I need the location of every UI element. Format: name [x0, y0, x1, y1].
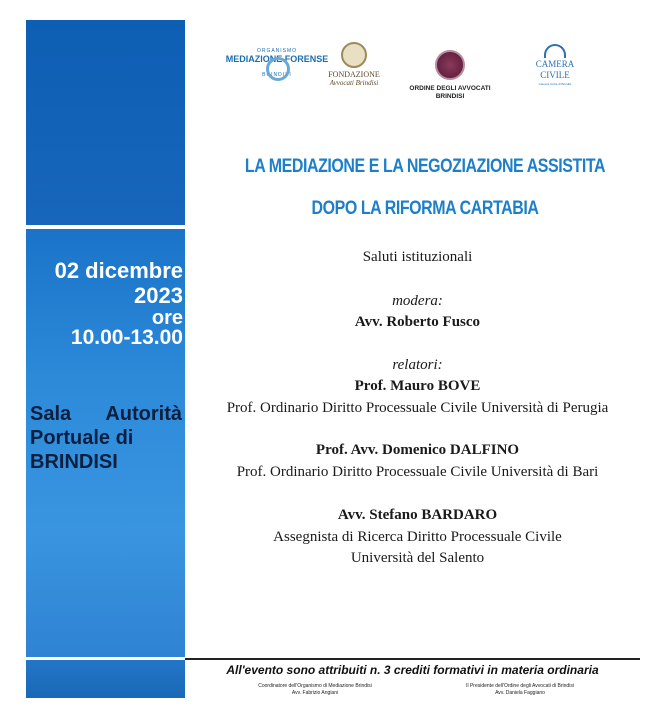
footer-left-name: Avv. Fabrizio Angiani [291, 690, 339, 696]
speaker-name: Avv. Stefano BARDARO [337, 507, 498, 523]
ordine-logo-line1: ORDINE DEGLI AVVOCATI [409, 85, 491, 92]
footer-signature-right [420, 683, 620, 697]
speaker-role-line2: Università del Salento [350, 550, 485, 566]
mediazione-ring-icon [266, 57, 290, 81]
program-relatori-label: relatori: [392, 357, 443, 373]
venue-line2: Portuale di [30, 427, 134, 449]
event-time-range: 10.00-13.00 [70, 326, 183, 349]
fondazione-emblem-icon [341, 42, 367, 68]
fondazione-logo [324, 42, 384, 100]
mediazione-logo-bottom: BRINDISI [262, 72, 292, 78]
footer-divider [185, 658, 640, 660]
ordine-logo-line2: BRINDISI [435, 93, 465, 100]
footer-credits: All'evento sono attribuiti n. 3 crediti formativi in materia ordinaria [226, 663, 599, 677]
camera-logo-line1: CAMERA [535, 59, 575, 69]
logo-row [200, 40, 640, 115]
fondazione-logo-title: FONDAZIONE [328, 70, 380, 79]
program-modera-label: modera: [392, 293, 443, 309]
footer-signature-left [215, 683, 415, 697]
camera-logo-small: Camera Civile di Brindisi [538, 82, 572, 86]
speaker-role: Assegnista di Ricerca Diritto Processuale Civile [273, 529, 562, 545]
ordine-seal-icon [435, 50, 465, 80]
footer-left-role: Coordinatore dell'Organismo di Mediazione Brindisi [258, 683, 372, 689]
event-date-year: 2023 [134, 283, 183, 308]
camera-logo-line2: CIVILE [540, 70, 570, 80]
mediazione-forense-logo [222, 48, 332, 94]
footer-right-role: Il Presidente dell'Ordine degli Avvocati di Brindisi [466, 683, 574, 689]
speaker-name: Prof. Avv. Domenico DALFINO [315, 442, 520, 458]
venue-word-autorita: Autorità [105, 403, 182, 425]
camera-civile-logo [525, 44, 585, 104]
mediazione-logo-main: MEDIAZIONE FORENSE [225, 54, 329, 64]
sidebar-band-bottom [26, 660, 185, 698]
fondazione-logo-sub: Avvocati Brindisi [329, 79, 379, 87]
event-title-line1: LA MEDIAZIONE E LA NEGOZIAZIONE ASSISTITA [244, 156, 606, 177]
event-venue [30, 402, 182, 474]
camera-arch-icon [544, 44, 566, 58]
program-moderator: Avv. Roberto Fusco [354, 314, 481, 330]
event-time-label: ore [151, 307, 183, 329]
event-date-block [26, 258, 183, 348]
footer-right-name: Avv. Daniela Faggiano [495, 690, 545, 696]
speaker-role: Prof. Ordinario Diritto Processuale Civile Università di Bari [236, 464, 599, 480]
venue-line3: BRINDISI [30, 451, 118, 473]
sidebar-band-top [26, 20, 185, 225]
mediazione-logo-top: ORGANISMO [256, 48, 298, 54]
speaker-name: Prof. Mauro BOVE [354, 378, 481, 394]
speaker-role: Prof. Ordinario Diritto Processuale Civile Università di Perugia [226, 400, 609, 416]
program-saluti: Saluti istituzionali [362, 249, 473, 265]
venue-word-sala: Sala [30, 403, 72, 425]
event-date-day: 02 dicembre [54, 258, 183, 283]
event-title [236, 146, 614, 230]
event-title-line2: DOPO LA RIFORMA CARTABIA [311, 198, 539, 219]
ordine-avvocati-logo [400, 50, 500, 110]
